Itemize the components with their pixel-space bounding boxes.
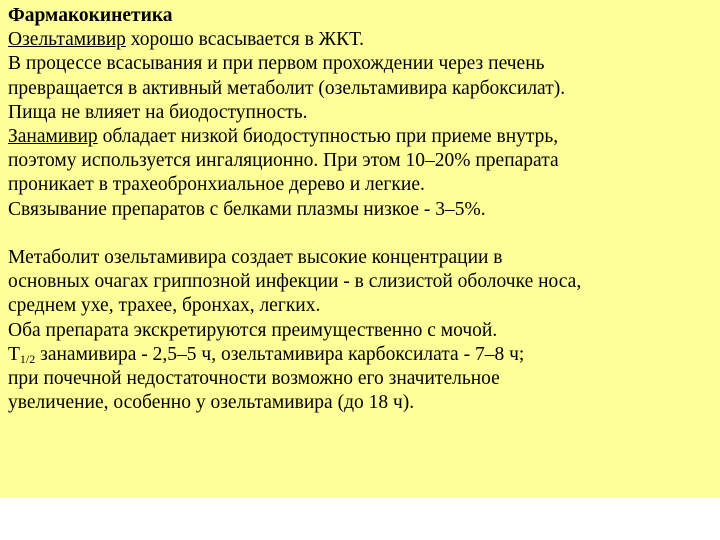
- text-line: проникает в трахеобронхиальное дерево и легкие.: [8, 174, 425, 196]
- text-line: превращается в активный метаболит (озельтамивира карбоксилат).: [8, 77, 566, 99]
- text-line: среднем ухе, трахее, бронхах, легких.: [8, 295, 321, 317]
- text-fragment: обладает низкой биодоступностью при приеме внутрь,: [97, 126, 559, 148]
- text-line-half-life: [8, 343, 720, 367]
- slide-text-body: [8, 4, 720, 415]
- text-line: увеличение, особенно у озельтамивира (до 18 ч).: [8, 392, 415, 414]
- drug-name-zanamivir: Занамивир: [8, 126, 98, 148]
- drug-name-oseltamivir: Озельтамивир: [8, 29, 126, 51]
- text-line: Связывание препаратов с белками плазмы низкое - 3–5%.: [8, 198, 486, 220]
- text-line: поэтому используется ингаляционно. При этом 10–20% препарата: [8, 150, 559, 172]
- slide-title: Фармакокинетика: [8, 5, 173, 26]
- text-line: В процессе всасывания и при первом прохождении через печень: [8, 53, 545, 75]
- text-line: при почечной недостаточности возможно его значительное: [8, 368, 500, 390]
- text-line: Оба препарата экскретируются преимущественно с мочой.: [8, 319, 498, 341]
- paragraph-gap: [8, 222, 720, 246]
- text-line-zanamivir-bioavailability: [8, 125, 720, 149]
- text-fragment: хорошо всасывается в ЖКТ.: [125, 29, 364, 51]
- text-line: Метаболит озельтамивира создает высокие концентрации в: [8, 247, 503, 269]
- text-line-oseltamivir-absorption: [8, 28, 720, 52]
- text-line: основных очагах гриппозной инфекции - в слизистой оболочке носа,: [8, 271, 582, 293]
- text-line: Пища не влияет на биодоступность.: [8, 101, 308, 123]
- half-life-symbol: T: [8, 343, 20, 365]
- half-life-subscript: 1/2: [19, 351, 36, 366]
- text-fragment: занамивира - 2,5–5 ч, озельтамивира карбоксилата - 7–8 ч;: [35, 343, 525, 365]
